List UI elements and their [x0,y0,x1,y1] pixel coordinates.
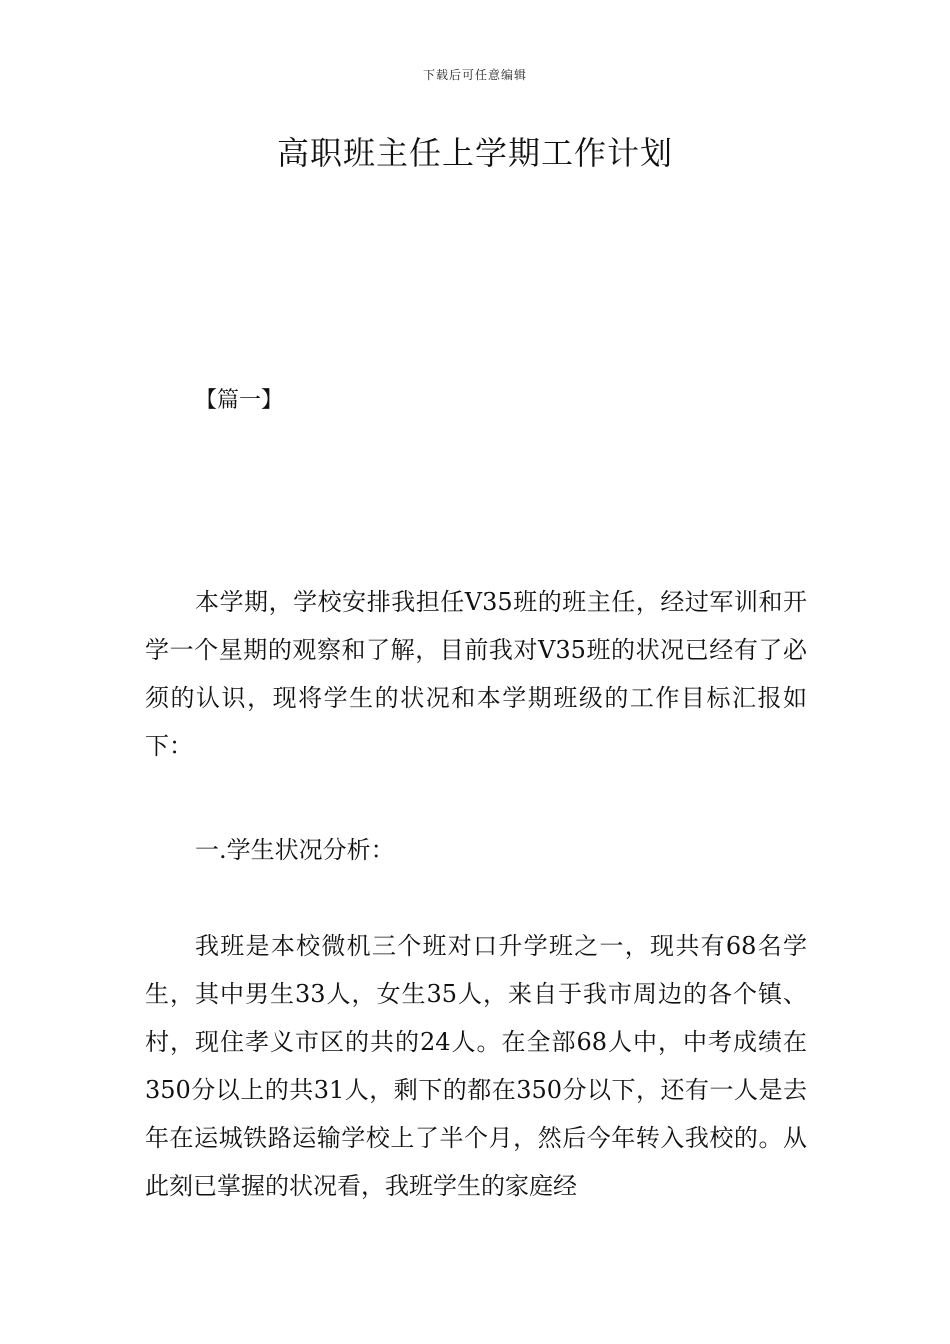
document-title: 高职班主任上学期工作计划 [276,134,673,172]
download-note: 下载后可任意编辑 [422,68,527,82]
intro-paragraph: 本学期，学校安排我担任V35班的班主任，经过军训和开学一个星期的观察和了解，目前我对V35班的状况已经有了必须的认识，现将学生的状况和本学期班级的工作目标汇报如下： [145,588,807,760]
student-analysis-paragraph: 我班是本校微机三个班对口升学班之一，现共有68名学生，其中男生33人，女生35人，来自于我市周边的各个镇、村，现住孝义市区的共的24人。在全部68人中，中考成绩在350分以上的共31人，剩下的都在350分以下，还有一人是去年在运城铁路运输学校上了半个月，然后今年转入我校的。从此刻已掌握的状况看，我班学生的家庭经 [145,932,807,1200]
section-label: 【篇一】 [195,388,284,413]
section-heading-student-analysis: 一.学生状况分析： [195,836,395,864]
